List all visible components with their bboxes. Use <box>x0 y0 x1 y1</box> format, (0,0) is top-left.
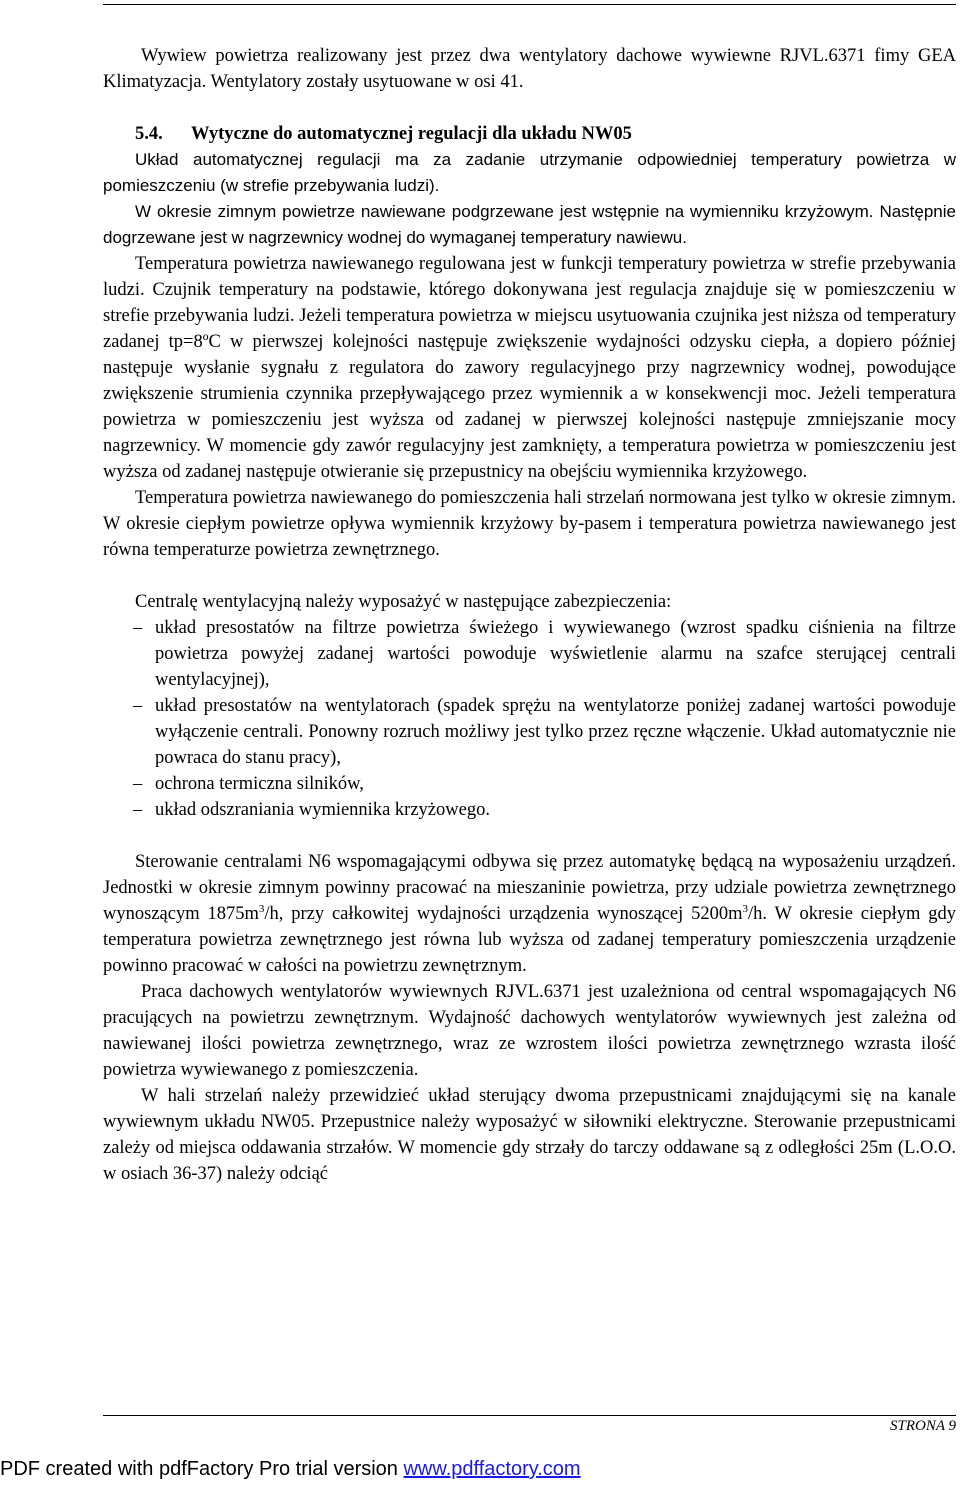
paragraph-dampers: W hali strzelań należy przewidzieć układ sterujący dwoma przepustnicami znajdującymi się na kanale wywiewnym układu NW05. Przepustnice należy wyposażyć w siłowniki elektryczne. Sterowanie przepustnicami zależy od miejsca oddawania strzałów. W momencie gdy strzały do tarczy oddawane są z odległości 25m (L.O.O. w osiach 36-37) należy odciąć <box>103 1086 956 1184</box>
list-item: – ochrona termiczna silników, <box>133 774 364 794</box>
safeguards-list <box>103 615 956 823</box>
paragraph-regulation-intro: Układ automatycznej regulacji ma za zadanie utrzymanie odpowiedniej temperatury powietrza w pomieszczeniu (w strefie przebywania ludzi). <box>103 150 956 195</box>
footer-text: PDF created with pdfFactory Pro trial version <box>0 1458 404 1480</box>
footer-link[interactable]: www.pdffactory.com <box>403 1458 581 1480</box>
list-item: – układ presostatów na wentylatorach (spadek sprężu na wentylatorze poniżej zadanej wartości powoduje wyłączenie centrali. Ponowny rozruch możliwy jest tylko przez ręczne włączenie. Układ automatycznie nie powraca do stanu pracy), <box>133 696 956 768</box>
section-heading <box>103 121 956 147</box>
paragraph-exhaust-fans: Wywiew powietrza realizowany jest przez dwa wentylatory dachowe wywiewne RJVL.6371 fimy GEA Klimatyzacja. Wentylatory zostały usytuowane w osi 41. <box>103 46 956 92</box>
paragraph-temperature-control: Temperatura powietrza nawiewanego regulowana jest w funkcji temperatury powietrza w strefie przebywania ludzi. Czujnik temperatury na podstawie, którego dokonywana jest regulacja znajduje się w pomieszczeniu w strefie przebywania ludzi. Jeżeli temperatura powietrza w miejscu usytuowania czujnika jest niższa od temperatury zadanej tp=8ºC w pierwszej kolejności następuje zwiększenie wydajności odzysku ciepła, a dopiero później następuje wysłanie sygnału z regulatora do zawory regulacyjnego przy nagrzewnicy wodnej, powodujące zwiększenie strumienia czynnika przepływającego przez wymiennik a w konsekwencji moc. Jeżeli temperatura powietrza w pomieszczeniu jest wyższa od zadanej w pierwszej kolejności następuje zmniejszanie mocy nagrzewnicy. W momencie gdy zawór regulacyjny jest zamknięty, a temperatura powietrza w pomieszczeniu jest wyższa od zadanej następuje otwieranie się przepustnicy na obejściu wymiennika krzyżowego. <box>103 254 956 482</box>
section-title: Wytyczne do automatycznej regulacji dla układu NW05 <box>191 124 632 144</box>
paragraph-safeguards: Centralę wentylacyjną należy wyposażyć w następujące zabezpieczenia: <box>135 592 672 612</box>
list-item: – układ presostatów na filtrze powietrza świeżego i wywiewanego (wzrost spadku ciśnienia na filtrze powietrza powyżej zadanej wartości powoduje wyświetlenie alarmu na szafce sterującej centrali wentylacyjnej), <box>133 618 956 690</box>
pdf-footer <box>0 1458 581 1481</box>
list-item: – układ odszraniania wymiennika krzyżowego. <box>133 800 490 820</box>
paragraph-winter-heating: W okresie zimnym powietrze nawiewane podgrzewane jest wstępnie na wymienniku krzyżowym. Następnie dogrzewane jest w nagrzewnicy wodnej do wymaganej temperatury nawiewu. <box>103 202 956 247</box>
paragraph-bypass: Temperatura powietrza nawiewanego do pomieszczenia hali strzelań normowana jest tylko w okresie zimnym. W okresie ciepłym powietrze opływa wymiennik krzyżowy by-pasem i temperatura powietrza nawiewanego jest równa temperaturze powietrza zewnętrznego. <box>103 488 956 560</box>
page-number: STRONA 9 <box>890 1418 956 1434</box>
paragraph-roof-fans: Praca dachowych wentylatorów wywiewnych RJVL.6371 jest uzależniona od central wspomagających N6 pracujących na powietrzu zewnętrznym. Wydajność dachowych wentylatorów wywiewnych jest zależna od nawiewanej ilości powietrza zewnętrznego, wraz ze wzrostem ilości powietrza zewnętrznego wzrasta ilość powietrza wywiewanego z pomieszczenia. <box>103 982 956 1080</box>
paragraph-n6-control: Sterowanie centralami N6 wspomagającymi odbywa się przez automatykę będącą na wyposażeniu urządzeń. Jednostki w okresie zimnym powinny pracować na mieszaninie powietrza, przy udziale powietrza zewnętrznego wynoszącym $1875m^3/h$, przy całkowitej wydajności urządzenia wynoszącej $5200m^3/h$. W okresie ciepłym gdy temperatura powietrza zewnętrznego jest równa lub wyższa od zadanej temperatury pomieszczenia urządzenie powinno pracować w całości na powietrzu zewnętrznym. <box>103 852 956 976</box>
footer-rule <box>103 1415 956 1416</box>
header-rule <box>103 4 956 5</box>
document-body <box>103 43 956 1187</box>
section-number: 5.4. <box>135 124 163 144</box>
